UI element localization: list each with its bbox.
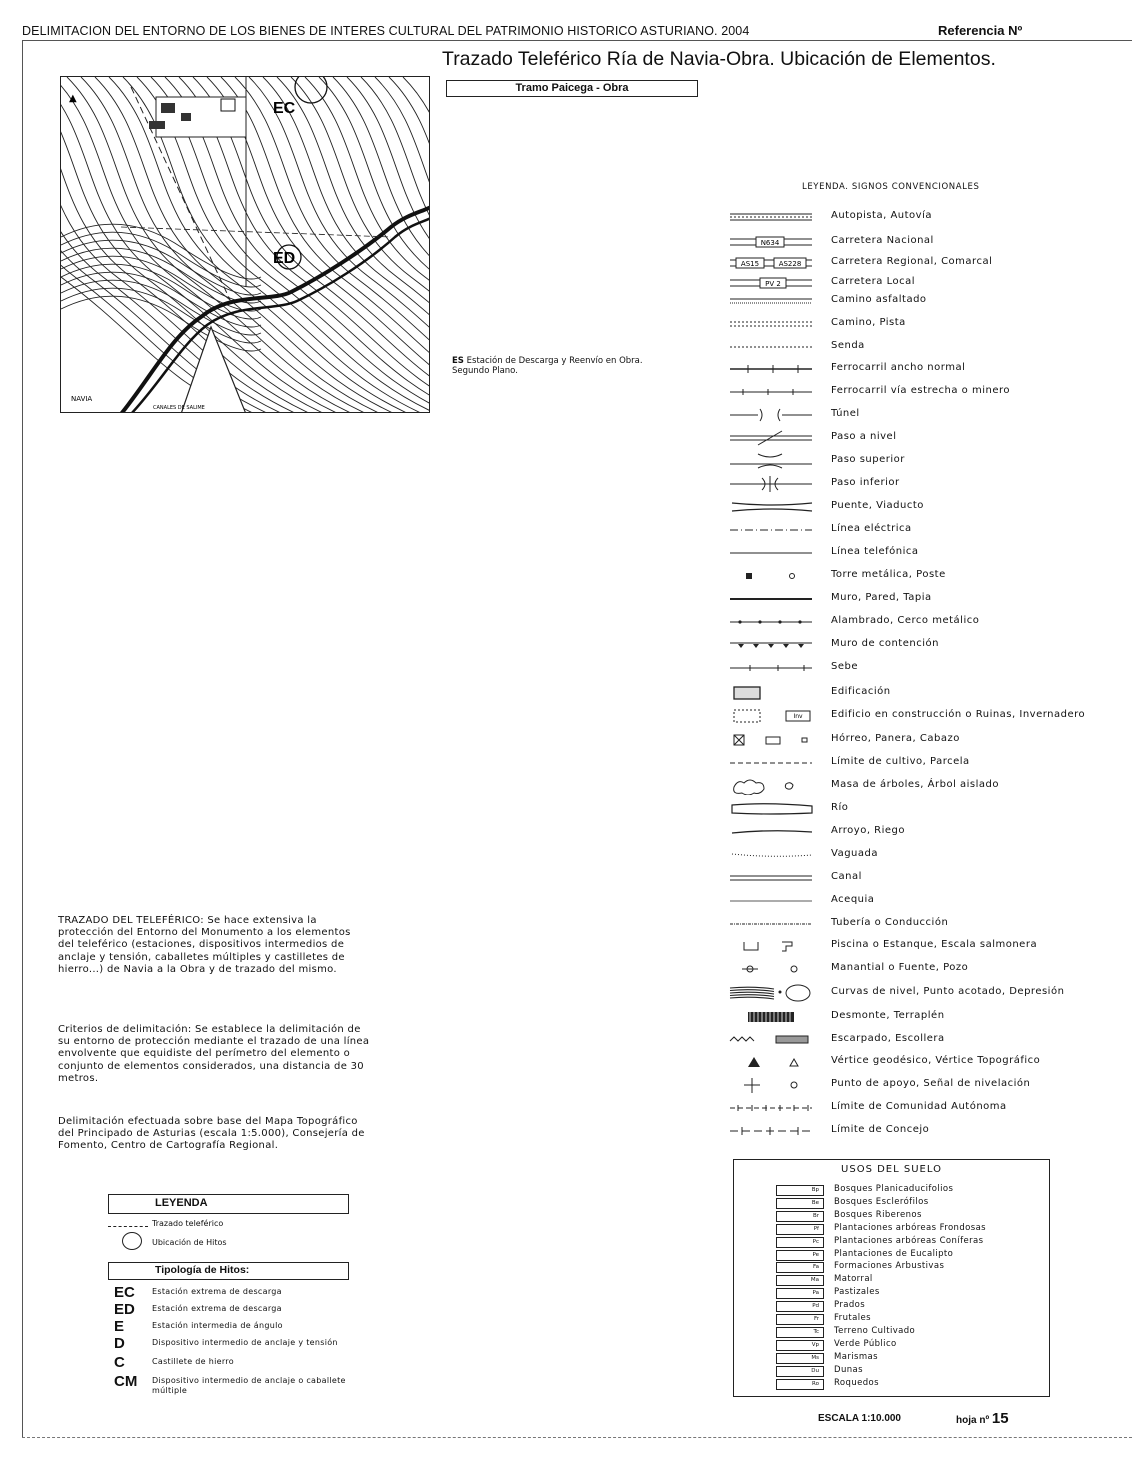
legend-title: LEYENDA. SIGNOS CONVENCIONALES: [802, 182, 980, 192]
trazado-symbol: [108, 1226, 148, 1227]
legend-row: [728, 254, 1138, 272]
legend-symbol-icon: [728, 521, 818, 539]
tipologia-code: EC: [114, 1284, 135, 1301]
hito-circle-icon: [122, 1232, 142, 1250]
tipologia-title: Tipología de Hitos:: [108, 1262, 349, 1280]
tipologia-desc: Estación extrema de descarga: [152, 1287, 282, 1296]
legend-row: [728, 544, 1138, 562]
map-label-ec: EC: [273, 100, 296, 117]
legend-row: [728, 684, 1138, 702]
legend-label: Carretera Local: [831, 276, 915, 287]
usos-label: Terreno Cultivado: [834, 1325, 916, 1336]
building: [181, 113, 191, 121]
usos-code: Br: [776, 1211, 824, 1222]
legend-symbol-icon: [728, 590, 818, 608]
legend-row: [728, 731, 1138, 749]
legend-label: Hórreo, Panera, Cabazo: [831, 733, 960, 744]
scale-label: ESCALA 1:10.000: [818, 1413, 901, 1424]
legend-row: [728, 869, 1138, 887]
legend-label: Vértice geodésico, Vértice Topográfico: [831, 1055, 1041, 1066]
legend-symbol-icon: [728, 846, 818, 864]
map-note-text: Estación de Descarga y Reenvío en Obra. Segundo Plano.: [452, 356, 643, 376]
legend-label: Manantial o Fuente, Pozo: [831, 962, 969, 973]
criterios-text: Criterios de delimitación: Se establece la delimitación de su entorno de protección mediante el trazado de una línea envolvente que equidiste del perímetro del elemento o conjunto de elementos considerados, una distancia de 30 metros.: [58, 1024, 370, 1084]
usos-code: Vp: [776, 1340, 824, 1351]
legend-symbol-icon: [728, 1099, 818, 1117]
legend-row: [728, 937, 1138, 955]
usos-code: Fr: [776, 1314, 824, 1325]
legend-row: [728, 754, 1138, 772]
leyenda-title: LEYENDA: [108, 1194, 349, 1214]
tipologia-desc: Estación extrema de descarga: [152, 1304, 282, 1313]
legend-row: [728, 338, 1138, 356]
legend-label: Torre metálica, Poste: [831, 569, 946, 580]
legend-label: Arroyo, Riego: [831, 825, 906, 836]
legend-label: Tubería o Conducción: [831, 917, 949, 928]
legend-row: [728, 274, 1138, 292]
tipologia-code: ED: [114, 1301, 135, 1318]
legend-symbol-icon: [728, 960, 818, 978]
legend-symbol-icon: [728, 937, 818, 955]
legend-label: Río: [831, 802, 849, 813]
tramo-label: Tramo Paicega - Obra: [446, 80, 698, 97]
legend-row: [728, 846, 1138, 864]
leyenda-item-label: Trazado teleférico: [152, 1219, 224, 1228]
legend-symbol-icon: [728, 1053, 818, 1071]
legend-row: [728, 1122, 1138, 1140]
legend-symbol-icon: [728, 406, 818, 424]
legend-symbol-icon: [728, 1076, 818, 1094]
legend-label: Paso superior: [831, 454, 905, 465]
usos-label: Bosques Riberenos: [834, 1209, 922, 1220]
contour-line: [375, 77, 430, 413]
legend-row: [728, 383, 1138, 401]
contour-line: [277, 77, 430, 413]
legend-symbol-icon: [728, 777, 818, 795]
legend-row: [728, 315, 1138, 333]
usos-label: Marismas: [834, 1351, 878, 1362]
usos-code: Pa: [776, 1288, 824, 1299]
legend-label: Límite de cultivo, Parcela: [831, 756, 970, 767]
legend-symbol-icon: [728, 613, 818, 631]
legend-symbol-icon: [728, 823, 818, 841]
usos-code: Ro: [776, 1379, 824, 1390]
legend-row: [728, 1008, 1138, 1026]
legend-label: Línea telefónica: [831, 546, 919, 557]
usos-label: Pastizales: [834, 1287, 880, 1298]
map-label-ed: ED: [273, 250, 296, 267]
legend-symbol-icon: [728, 707, 818, 725]
legend-row: [728, 823, 1138, 841]
usos-label: Plantaciones arbóreas Frondosas: [834, 1222, 987, 1233]
legend-row: [728, 1031, 1138, 1049]
usos-label: Plantaciones arbóreas Coníferas: [834, 1235, 984, 1246]
map-note-code: ES: [452, 356, 464, 366]
legend-label: Camino, Pista: [831, 317, 906, 328]
tipologia-desc: Dispositivo intermedio de anclaje o caballete múltiple: [152, 1376, 346, 1395]
contour-line: [61, 288, 261, 343]
usos-label: Bosques Esclerófilos: [834, 1196, 929, 1207]
svg-text:Inv: Inv: [793, 713, 803, 720]
usos-label: Verde Público: [834, 1338, 897, 1349]
usos-code: Ms: [776, 1353, 824, 1364]
legend-label: Límite de Concejo: [831, 1124, 930, 1135]
header-title: DELIMITACION DEL ENTORNO DE LOS BIENES DE INTERES CULTURAL DEL PATRIMONIO HISTORICO ASTURIANO. 2004: [22, 24, 750, 38]
legend-symbol-icon: [728, 233, 818, 251]
map-note: [452, 356, 662, 376]
legend-symbol-icon: [728, 475, 818, 493]
legend-symbol-icon: [728, 315, 818, 333]
leyenda-item-trazado: [108, 1218, 358, 1232]
legend-symbol-icon: [728, 869, 818, 887]
north-arrow: ▲: [69, 93, 77, 104]
legend-label: Curvas de nivel, Punto acotado, Depresión: [831, 986, 1065, 997]
legend-row: [728, 960, 1138, 978]
legend-row: [728, 915, 1138, 933]
legend-label: Paso inferior: [831, 477, 900, 488]
legend-row: [728, 1076, 1138, 1094]
river-line: [121, 207, 430, 413]
usos-code: Pd: [776, 1301, 824, 1312]
legend-label: Muro de contención: [831, 638, 939, 649]
legend-symbol-icon: [728, 892, 818, 910]
legend-label: Canal: [831, 871, 862, 882]
legend-symbol-icon: [728, 684, 818, 702]
contour-line: [249, 77, 430, 413]
legend-symbol-icon: [728, 254, 818, 272]
usos-label: Matorral: [834, 1274, 873, 1285]
legend-label: Vaguada: [831, 848, 878, 859]
legend-row: [728, 292, 1138, 310]
leyenda-item-label: Ubicación de Hitos: [152, 1238, 227, 1247]
legend-label: Desmonte, Terraplén: [831, 1010, 945, 1021]
legend-label: Ferrocarril ancho normal: [831, 362, 966, 373]
legend-symbol-icon: [728, 383, 818, 401]
legend-symbol-icon: [728, 800, 818, 818]
legend-row: [728, 1053, 1138, 1071]
tipologia-code: E: [114, 1318, 125, 1335]
usos-label: Prados: [834, 1300, 866, 1311]
usos-code: Tc: [776, 1327, 824, 1338]
legend-row: [728, 659, 1138, 677]
svg-text:AS228: AS228: [778, 260, 802, 268]
usos-code: Pf: [776, 1224, 824, 1235]
legend-label: Carretera Nacional: [831, 235, 934, 246]
legend-label: Escarpado, Escollera: [831, 1033, 945, 1044]
legend-label: Masa de árboles, Árbol aislado: [831, 779, 1000, 790]
legend-row: [728, 707, 1138, 725]
legend-row: [728, 208, 1138, 226]
legend-row: [728, 429, 1138, 447]
usos-label: Frutales: [834, 1313, 871, 1323]
legend-symbol-icon: [728, 984, 818, 1002]
legend-label: Línea eléctrica: [831, 523, 912, 534]
legend-symbol-icon: [728, 292, 818, 310]
legend-row: [728, 613, 1138, 631]
sheet-frame-bottom: [22, 1437, 1132, 1438]
sheet-number: [956, 1410, 1009, 1427]
sheet-label: hoja nº: [956, 1415, 990, 1426]
building: [161, 103, 175, 113]
legend-symbol-icon: [728, 567, 818, 585]
usos-label: Formaciones Arbustivas: [834, 1261, 945, 1272]
svg-text:PV 2: PV 2: [765, 280, 781, 288]
legend-row: [728, 567, 1138, 585]
legend-label: Autopista, Autovía: [831, 210, 933, 221]
legend-row: [728, 590, 1138, 608]
usos-label: Bosques Planicaducifolios: [834, 1184, 954, 1194]
tipologia-desc: Dispositivo intermedio de anclaje y tensión: [152, 1338, 338, 1347]
legend-label: Punto de apoyo, Señal de nivelación: [831, 1078, 1031, 1089]
legend-row: [728, 984, 1138, 1002]
legend-label: Edificación: [831, 686, 891, 697]
usos-code: Bp: [776, 1185, 824, 1196]
building: [221, 99, 235, 111]
legend-symbol-icon: [728, 429, 818, 447]
trazado-text: TRAZADO DEL TELEFÉRICO: Se hace extensiva la protección del Entorno del Monumento a los elementos del teleférico (estaciones, dispositivos intermedios de anclaje y tensión, caballetes múltiples y castilletes de hierro...) de Navia a la Obra y de trazado del mismo.: [58, 915, 351, 975]
legend-row: [728, 636, 1138, 654]
legend-row: [728, 452, 1138, 470]
legend-label: Piscina o Estanque, Escala salmonera: [831, 939, 1038, 950]
svg-text:N634: N634: [760, 239, 780, 247]
legend-label: Edificio en construcción o Ruinas, Invernadero: [831, 709, 1086, 720]
usos-code: Be: [776, 1198, 824, 1209]
legend-label: Túnel: [831, 408, 860, 419]
main-title: Trazado Teleférico Ría de Navia-Obra. Ubicación de Elementos.: [442, 48, 996, 70]
contour-line: [333, 77, 430, 413]
legend-symbol-icon: [728, 360, 818, 378]
map-canvas: [61, 77, 430, 413]
legend-symbol-icon: [728, 754, 818, 772]
base-text: Delimitación efectuada sobre base del Mapa Topográfico del Principado de Asturias (escala 1:5.000), Consejería de Fomento, Centro de Cartografía Regional.: [58, 1116, 365, 1152]
usos-del-suelo-box: [733, 1159, 1050, 1397]
map-label-left: NAVIA: [71, 395, 93, 403]
usos-label: Dunas: [834, 1364, 863, 1375]
legend-label: Límite de Comunidad Autónoma: [831, 1101, 1007, 1112]
legend-label: Alambrado, Cerco metálico: [831, 615, 980, 626]
legend-row: [728, 406, 1138, 424]
tipologia-desc: Castillete de hierro: [152, 1357, 234, 1366]
contour-line: [61, 296, 261, 351]
tipologia-code: CM: [114, 1373, 138, 1390]
legend-symbol-icon: [728, 338, 818, 356]
legend-symbol-icon: [728, 208, 818, 226]
legend-row: [728, 777, 1138, 795]
legend-symbol-icon: [728, 452, 818, 470]
tipologia-desc: Estación intermedia de ángulo: [152, 1321, 283, 1330]
contour-line: [347, 77, 430, 413]
usos-label: Roquedos: [834, 1377, 879, 1388]
legend-symbol-icon: [728, 915, 818, 933]
legend-label: Paso a nivel: [831, 431, 897, 442]
tipologia-code: D: [114, 1335, 125, 1352]
building: [149, 121, 165, 129]
legend-symbol-icon: [728, 1008, 818, 1026]
usos-code: Du: [776, 1366, 824, 1377]
legend-symbol-icon: [728, 659, 818, 677]
legend-label: Ferrocarril vía estrecha o minero: [831, 385, 1010, 396]
leyenda-item-hitos: [108, 1232, 358, 1252]
legend-label: Camino asfaltado: [831, 294, 927, 305]
map-label-center: CANALES DE SALIME: [153, 405, 205, 411]
legend-label: Acequia: [831, 894, 875, 905]
legend-row: [728, 233, 1138, 251]
usos-code: Fa: [776, 1262, 824, 1273]
legend-symbol-icon: [728, 498, 818, 516]
legend-symbol-icon: [728, 274, 818, 292]
topographic-map[interactable]: [60, 76, 430, 413]
legend-symbol-icon: [728, 731, 818, 749]
legend-symbol-icon: [728, 544, 818, 562]
legend-row: [728, 475, 1138, 493]
legend-label: Sebe: [831, 661, 858, 672]
usos-code: Pe: [776, 1250, 824, 1261]
legend-row: [728, 521, 1138, 539]
contour-line: [235, 77, 430, 413]
legend-label: Carretera Regional, Comarcal: [831, 256, 993, 267]
usos-label: Plantaciones de Eucalipto: [834, 1248, 954, 1259]
legend-label: Puente, Viaducto: [831, 500, 924, 511]
legend-row: [728, 360, 1138, 378]
sheet-number-value: 15: [991, 1410, 1009, 1427]
legend-symbol-icon: [728, 1122, 818, 1140]
legend-row: [728, 892, 1138, 910]
tipologia-code: C: [114, 1354, 125, 1371]
legend-row: [728, 498, 1138, 516]
header-reference: Referencia Nº: [938, 23, 1023, 38]
legend-symbol-icon: [728, 1031, 818, 1049]
legend-row: [728, 1099, 1138, 1117]
legend-label: Senda: [831, 340, 865, 351]
usos-code: Ma: [776, 1275, 824, 1286]
legend-label: Muro, Pared, Tapia: [831, 592, 932, 603]
usos-title: USOS DEL SUELO: [841, 1164, 942, 1175]
svg-text:AS15: AS15: [740, 260, 760, 268]
contour-line: [403, 77, 430, 413]
legend-row: [728, 800, 1138, 818]
legend-symbol-icon: [728, 636, 818, 654]
usos-code: Pc: [776, 1237, 824, 1248]
